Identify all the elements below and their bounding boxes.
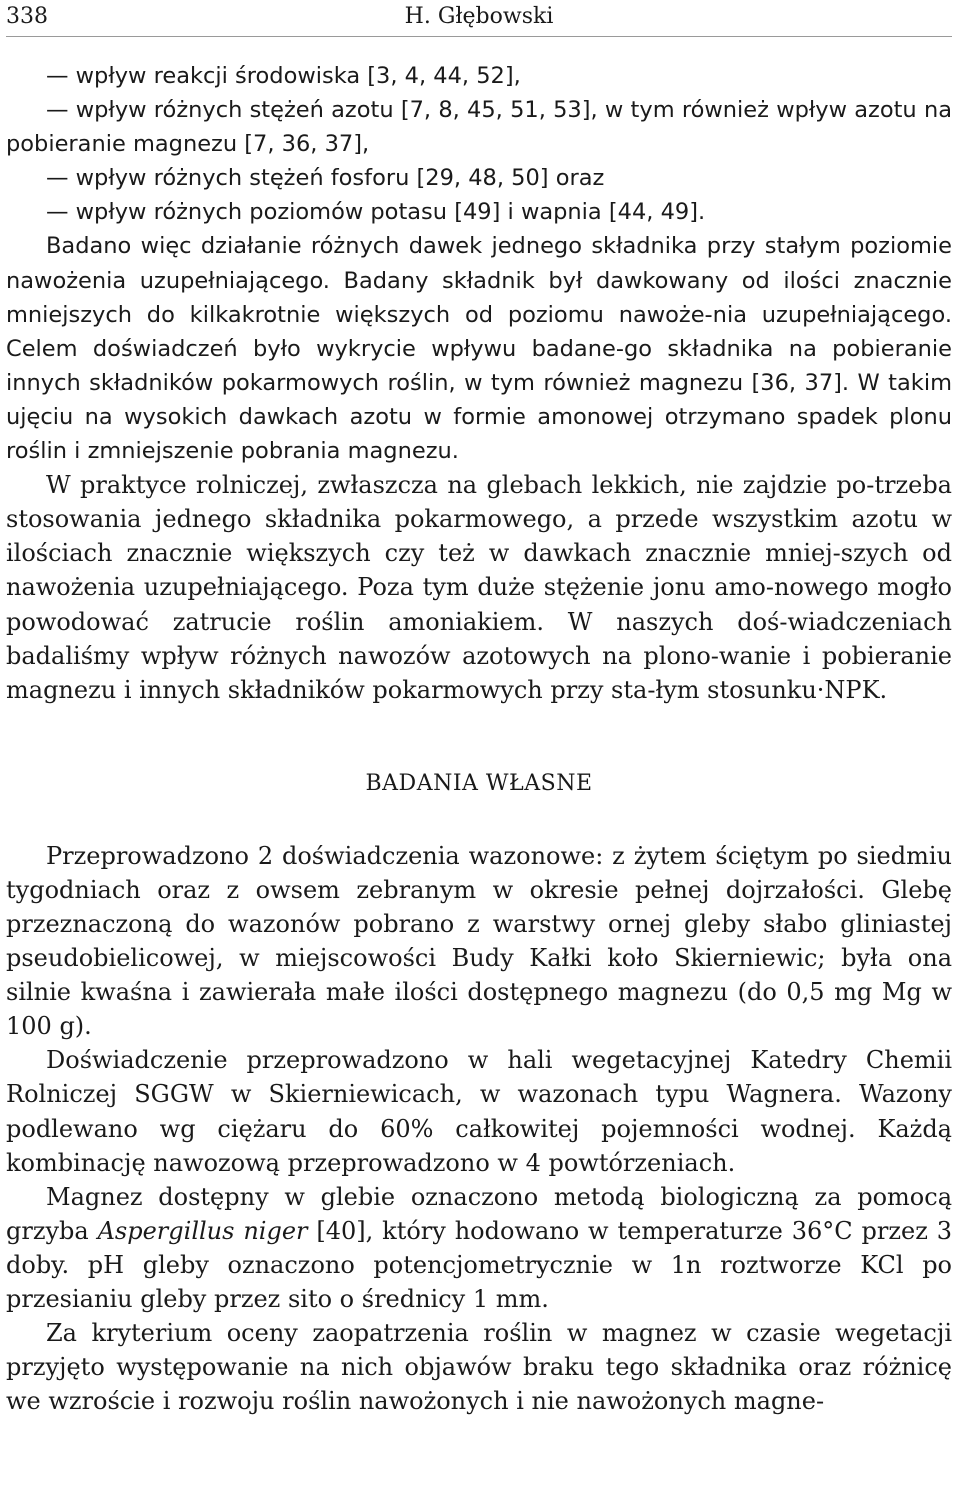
intro-sans-block [6, 59, 952, 468]
paragraph: W praktyce rolniczej, zwłaszcza na glebach lekkich, nie zajdzie po-trzeba stosowania jednego składnika pokarmowego, a przede wszystkim azotu w ilościach znacznie większych czy też w dawkach znacznie mniej-szych od nawożenia uzupełniającego. Poza tym duże stężenie jonu amo-nowego mogło powodować zatrucie roślin amoniakiem. W naszych doś-wiadczeniach badaliśmy wpływ różnych nawozów azotowych na plono-wanie i pobieranie magnezu i innych składników pokarmowych przy sta-łym stosunku·NPK. [6, 471, 952, 704]
body-text [6, 59, 952, 1418]
paragraph: Przeprowadzono 2 doświadczenia wazonowe: z żytem ściętym po siedmiu tygodniach oraz z owsem zebranym w okresie pełnej dojrzałości. Glebę przeznaczoną do wazonów pobrano z warstwy ornej gleby słabo gliniastej pseudobielicowej, w miejscowości Budy Kałki koło Skierniewic; była ona silnie kwaśna i zawierała małe ilości dostępnego magnezu (do 0,5 mg Mg w 100 g). [6, 841, 952, 1041]
paragraph: Za kryterium oceny zaopatrzenia roślin w magnez w czasie wegetacji przyjęto występowanie na nich objawów braku tego składnika oraz różnicę we wzroście i rozwoju roślin nawożonych i nie nawożonych magne- [6, 1319, 952, 1416]
section-heading: BADANIA WŁASNE [365, 770, 593, 796]
list-item: — wpływ różnych stężeń fosforu [29, 48, 50] oraz [46, 165, 605, 192]
running-head: H. Głębowski [404, 4, 554, 29]
page-header [6, 0, 952, 37]
paragraph: Doświadczenie przeprowadzono w hali wegetacyjnej Katedry Chemii Rolniczej SGGW w Skierniewicach, w wazonach typu Wagnera. Wazony podlewano wg ciężaru do 60% całkowitej pojemności wodnej. Każdą kombinację nawozową przeprowadzono w 4 powtórzeniach. [6, 1046, 952, 1177]
list-item: — wpływ różnych poziomów potasu [49] i wapnia [44, 49]. [46, 199, 706, 226]
paragraph-text: [40], który hodowano w temperaturze 36°C przez 3 doby. pH gleby oznaczono potencjometrycznie w 1n roztworze KCl po przesianiu gleby przez sito o średnicy 1 mm. [6, 1216, 952, 1313]
document-page [6, 0, 952, 1418]
paragraph [6, 1180, 952, 1316]
list-item: — wpływ reakcji środowiska [3, 4, 44, 52], [46, 63, 521, 89]
list-item: — wpływ różnych stężeń azotu [7, 8, 45, 51, 53], w tym również wpływ azotu na pobieranie magnezu [7, 36, 37], [6, 97, 952, 158]
species-name: Aspergillus niger [97, 1216, 308, 1245]
paragraph-text: Magnez dostępny w glebie oznaczono metodą biologiczną za pomocą grzyba [6, 1182, 952, 1245]
page-number: 338 [6, 4, 48, 29]
paragraph: Badano więc działanie różnych dawek jednego składnika przy stałym poziomie nawożenia uzupełniającego. Badany składnik był dawkowany od ilości znacznie mniejszych do kilkakrotnie większych od poziomu nawoże-nia uzupełniającego. Celem doświadczeń było wykrycie wpływu badane-go składnika na pobieranie innych składników pokarmowych roślin, w tym również magnezu [36, 37]. W takim ujęciu na wysokich dawkach azotu w formie amonowej otrzymano spadek plonu roślin i zmniejszenie pobrania magnezu. [6, 233, 952, 465]
